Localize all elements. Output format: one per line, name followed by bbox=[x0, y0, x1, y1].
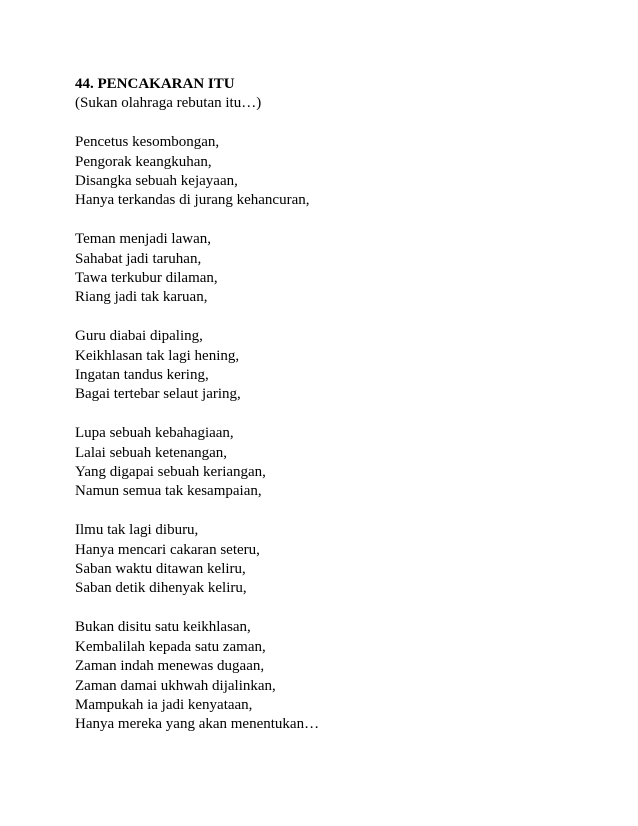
poem-line: Bukan disitu satu keikhlasan, bbox=[75, 619, 251, 636]
poem-line: Mampukah ia jadi kenyataan, bbox=[75, 696, 253, 713]
poem-line: Zaman damai ukhwah dijalinkan, bbox=[75, 677, 276, 694]
poem-line: Saban detik dihenyak keliru, bbox=[75, 580, 247, 597]
poem-line: Lalai sebuah ketenangan, bbox=[75, 444, 228, 461]
poem-line: Kembalilah kepada satu zaman, bbox=[75, 638, 266, 655]
poem-line: Hanya terkandas di jurang kehancuran, bbox=[75, 192, 310, 209]
poem-line: Tawa terkubur dilaman, bbox=[75, 270, 218, 287]
poem-line: Namun semua tak kesampaian, bbox=[75, 483, 262, 500]
poem-line: Pencetus kesombongan, bbox=[75, 134, 220, 151]
poem-line: Guru diabai dipaling, bbox=[75, 328, 203, 345]
poem bbox=[75, 75, 595, 735]
stanza-1 bbox=[75, 133, 595, 211]
poem-line: Hanya mereka yang akan menentukan… bbox=[75, 716, 320, 733]
poem-line: Lupa sebuah kebahagiaan, bbox=[75, 425, 234, 442]
poem-subtitle: (Sukan olahraga rebutan itu…) bbox=[75, 95, 262, 112]
poem-line: Zaman indah menewas dugaan, bbox=[75, 658, 265, 675]
stanza-2 bbox=[75, 230, 595, 308]
poem-line: Bagai tertebar selaut jaring, bbox=[75, 386, 241, 403]
stanza-5 bbox=[75, 521, 595, 599]
poem-line: Sahabat jadi taruhan, bbox=[75, 250, 202, 267]
poem-line: Riang jadi tak karuan, bbox=[75, 289, 208, 306]
stanza-3 bbox=[75, 327, 595, 405]
poem-line: Disangka sebuah kejayaan, bbox=[75, 173, 238, 190]
poem-line: Yang digapai sebuah keriangan, bbox=[75, 464, 266, 481]
poem-line: Keikhlasan tak lagi hening, bbox=[75, 347, 240, 364]
poem-line: Ilmu tak lagi diburu, bbox=[75, 522, 199, 539]
poem-title: 44. PENCAKARAN ITU bbox=[75, 76, 235, 92]
stanza-4 bbox=[75, 424, 595, 502]
stanza-6 bbox=[75, 618, 595, 734]
poem-line: Pengorak keangkuhan, bbox=[75, 153, 212, 170]
poem-line: Ingatan tandus kering, bbox=[75, 367, 209, 384]
poem-line: Saban waktu ditawan keliru, bbox=[75, 561, 246, 578]
poem-line: Teman menjadi lawan, bbox=[75, 231, 211, 248]
poem-line: Hanya mencari cakaran seteru, bbox=[75, 541, 260, 558]
